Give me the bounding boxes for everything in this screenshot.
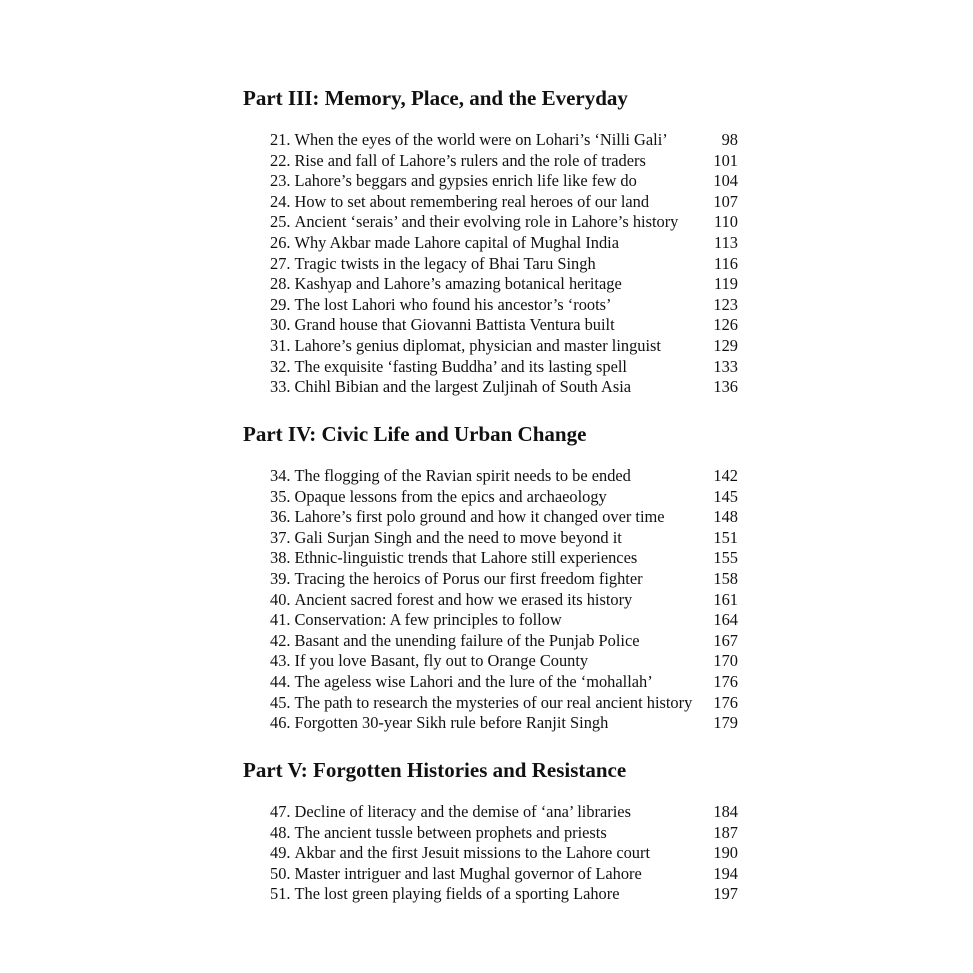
toc-entry xyxy=(270,130,743,151)
entry-page-number: 126 xyxy=(713,315,738,335)
entry-page-number: 184 xyxy=(713,802,738,821)
entry-page-number: 187 xyxy=(713,822,738,842)
entry-page-number: 110 xyxy=(714,212,738,232)
toc-entry xyxy=(270,466,743,487)
toc-entry xyxy=(270,233,743,254)
entry-list xyxy=(243,466,743,734)
entry-number: 47. xyxy=(270,802,291,821)
toc-entry xyxy=(270,713,743,734)
entry-page-number: 104 xyxy=(713,171,738,191)
toc-entry xyxy=(270,590,743,611)
entry-number: 35. xyxy=(270,486,291,506)
toc-entry xyxy=(270,884,743,905)
toc-entry xyxy=(270,377,743,398)
part-heading: Part III: Memory, Place, and the Everyday xyxy=(243,86,628,110)
toc-entry xyxy=(270,336,743,357)
entry-number: 39. xyxy=(270,568,291,588)
toc-entry xyxy=(270,651,743,672)
toc-entry xyxy=(270,823,743,844)
entry-title: Tragic twists in the legacy of Bhai Taru Singh xyxy=(294,253,596,273)
part-3-section xyxy=(243,85,743,398)
entry-page-number: 142 xyxy=(713,466,738,485)
entry-page-number: 148 xyxy=(713,507,738,527)
part-4-section xyxy=(243,421,743,734)
toc-entry xyxy=(270,315,743,336)
toc-entry xyxy=(270,171,743,192)
toc-entry xyxy=(270,212,743,233)
entry-title: Ethnic-linguistic trends that Lahore still experiences xyxy=(294,548,638,568)
entry-page-number: 98 xyxy=(721,130,738,149)
entry-title: Conservation: A few principles to follow xyxy=(294,610,562,630)
entry-title: Ancient ‘serais’ and their evolving role in Lahore’s history xyxy=(294,212,679,232)
entry-number: 28. xyxy=(270,274,291,294)
entry-page-number: 167 xyxy=(713,630,738,650)
toc-entry xyxy=(270,802,743,823)
entry-number: 31. xyxy=(270,335,291,355)
entry-title: Decline of literacy and the demise of ‘ana’ libraries xyxy=(294,802,631,821)
entry-number: 46. xyxy=(270,713,291,733)
entry-page-number: 164 xyxy=(713,610,738,630)
entry-title: Chihl Bibian and the largest Zuljinah of South Asia xyxy=(294,377,632,397)
entry-number: 42. xyxy=(270,630,291,650)
entry-number: 45. xyxy=(270,692,291,712)
toc-entry xyxy=(270,569,743,590)
entry-number: 38. xyxy=(270,548,291,568)
entry-list xyxy=(243,130,743,398)
entry-page-number: 170 xyxy=(713,651,738,671)
entry-page-number: 113 xyxy=(714,232,738,252)
entry-number: 44. xyxy=(270,671,291,691)
toc-entry xyxy=(270,693,743,714)
entry-title: The ancient tussle between prophets and priests xyxy=(294,822,607,842)
part-heading: Part IV: Civic Life and Urban Change xyxy=(243,422,587,446)
entry-title: How to set about remembering real heroes of our land xyxy=(294,191,650,211)
toc-entry xyxy=(270,672,743,693)
entry-title: Why Akbar made Lahore capital of Mughal India xyxy=(294,232,620,252)
entry-number: 24. xyxy=(270,191,291,211)
entry-title: The flogging of the Ravian spirit needs to be ended xyxy=(294,466,631,485)
entry-title: The path to research the mysteries of our real ancient history xyxy=(294,692,693,712)
entry-number: 22. xyxy=(270,150,291,170)
part-5-section xyxy=(243,757,743,905)
entry-number: 29. xyxy=(270,294,291,314)
entry-title: Lahore’s beggars and gypsies enrich life like few do xyxy=(294,171,637,191)
entry-number: 21. xyxy=(270,130,291,149)
entry-page-number: 197 xyxy=(713,884,738,904)
entry-title: The lost Lahori who found his ancestor’s ‘roots’ xyxy=(294,294,612,314)
part-heading: Part V: Forgotten Histories and Resistance xyxy=(243,758,627,782)
entry-number: 27. xyxy=(270,253,291,273)
entry-page-number: 158 xyxy=(713,568,738,588)
toc-entry xyxy=(270,487,743,508)
entry-page-number: 190 xyxy=(713,843,738,863)
toc-entry xyxy=(270,843,743,864)
entry-title: Lahore’s first polo ground and how it changed over time xyxy=(294,507,665,527)
entry-title: If you love Basant, fly out to Orange County xyxy=(294,651,589,671)
toc-entry xyxy=(270,507,743,528)
entry-page-number: 179 xyxy=(713,713,738,733)
toc-entry xyxy=(270,151,743,172)
entry-title: Grand house that Giovanni Battista Ventura built xyxy=(294,315,615,335)
entry-page-number: 107 xyxy=(713,191,738,211)
toc-entry xyxy=(270,192,743,213)
toc-entry xyxy=(270,295,743,316)
entry-page-number: 176 xyxy=(713,692,738,712)
entry-title: Gali Surjan Singh and the need to move beyond it xyxy=(294,527,622,547)
entry-page-number: 155 xyxy=(713,548,738,568)
toc-entry xyxy=(270,548,743,569)
entry-page-number: 136 xyxy=(713,377,738,397)
toc-entry xyxy=(270,274,743,295)
entry-number: 41. xyxy=(270,610,291,630)
entry-number: 37. xyxy=(270,527,291,547)
toc-entry xyxy=(270,357,743,378)
entry-page-number: 133 xyxy=(713,356,738,376)
toc-entry xyxy=(270,610,743,631)
entry-number: 43. xyxy=(270,651,291,671)
entry-page-number: 101 xyxy=(713,150,738,170)
entry-title: Rise and fall of Lahore’s rulers and the role of traders xyxy=(294,150,646,170)
entry-page-number: 145 xyxy=(713,486,738,506)
entry-title: Forgotten 30-year Sikh rule before Ranjit Singh xyxy=(294,713,609,733)
toc-entry xyxy=(270,254,743,275)
entry-title: Basant and the unending failure of the Punjab Police xyxy=(294,630,640,650)
entry-title: Opaque lessons from the epics and archaeology xyxy=(294,486,607,506)
entry-title: The ageless wise Lahori and the lure of the ‘mohallah’ xyxy=(294,671,653,691)
entry-page-number: 123 xyxy=(713,294,738,314)
entry-number: 34. xyxy=(270,466,291,485)
entry-number: 23. xyxy=(270,171,291,191)
entry-page-number: 176 xyxy=(713,671,738,691)
entry-number: 50. xyxy=(270,863,291,883)
entry-number: 48. xyxy=(270,822,291,842)
entry-number: 30. xyxy=(270,315,291,335)
entry-title: Akbar and the first Jesuit missions to the Lahore court xyxy=(294,843,651,863)
toc-entry xyxy=(270,631,743,652)
entry-page-number: 194 xyxy=(713,863,738,883)
entry-number: 51. xyxy=(270,884,291,904)
toc-entry xyxy=(270,864,743,885)
entry-number: 49. xyxy=(270,843,291,863)
entry-title: Ancient sacred forest and how we erased its history xyxy=(294,589,633,609)
entry-number: 36. xyxy=(270,507,291,527)
entry-page-number: 151 xyxy=(713,527,738,547)
entry-page-number: 116 xyxy=(714,253,738,273)
entry-title: When the eyes of the world were on Lohari’s ‘Nilli Gali’ xyxy=(294,130,668,149)
entry-list xyxy=(243,802,743,905)
toc-entry xyxy=(270,528,743,549)
entry-number: 40. xyxy=(270,589,291,609)
entry-title: Kashyap and Lahore’s amazing botanical heritage xyxy=(294,274,622,294)
entry-number: 32. xyxy=(270,356,291,376)
entry-number: 26. xyxy=(270,232,291,252)
entry-title: Master intriguer and last Mughal governor of Lahore xyxy=(294,863,642,883)
entry-title: Lahore’s genius diplomat, physician and master linguist xyxy=(294,335,661,355)
entry-title: The lost green playing fields of a sporting Lahore xyxy=(294,884,620,904)
entry-page-number: 161 xyxy=(713,589,738,609)
entry-page-number: 129 xyxy=(713,335,738,355)
entry-number: 25. xyxy=(270,212,291,232)
entry-page-number: 119 xyxy=(714,274,738,294)
entry-number: 33. xyxy=(270,377,291,397)
entry-title: Tracing the heroics of Porus our first freedom fighter xyxy=(294,568,643,588)
entry-title: The exquisite ‘fasting Buddha’ and its lasting spell xyxy=(294,356,627,376)
